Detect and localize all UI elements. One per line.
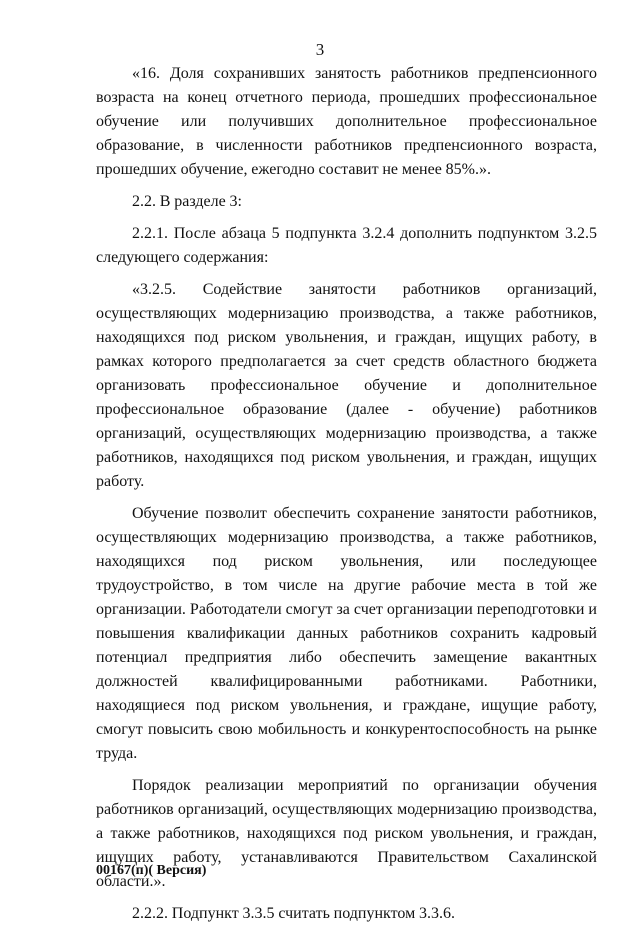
paragraph-training-benefits: Обучение позволит обеспечить сохранение занятости работников, осуществляющих модернизацию производства, а также работников, находящихся под риском увольнения, или последующее трудоустройство, в том числе на другие рабочие места в той же организации. Работодатели смогут за счет организации переподготовки и повышения квалификации данных работников сохранить кадровый потенциал предприятия либо обеспечить замещение вакантных должностей квалифицированными работниками. Работники, находящиеся под риском увольнения, и граждане, ищущие работу, смогут повысить свою мобильность и конкурентоспособность на рынке труда. (96, 505, 597, 762)
footer-document-code: 00167(п)( Версия) (96, 863, 207, 878)
paragraph-3-2-5: «3.2.5. Содействие занятости работников организаций, осуществляющих модернизацию производства, а также работников, находящихся под риском увольнения, и граждан, ищущих работу, в рамках которого предполагается за счет средств областного бюджета организовать профессиональное обучение и дополнительное профессиональное образование (далее - обучение) работников организаций, осуществляющих модернизацию производства, а также работников, находящихся под риском увольнения, и граждан, ищущих работу. (96, 281, 597, 490)
paragraph-2-2-2: 2.2.2. Подпункт 3.3.5 считать подпунктом 3.3.6. (132, 905, 455, 922)
paragraph-section-2-2: 2.2. В разделе 3: (132, 193, 242, 210)
document-body (96, 62, 597, 926)
paragraph-indicator-16: «16. Доля сохранивших занятость работников предпенсионного возраста на конец отчетного периода, прошедших профессиональное обучение или получивших дополнительное профессиональное образование, в численности работников предпенсионного возраста, прошедших обучение, ежегодно составит не менее 85%.». (96, 65, 597, 178)
paragraph-2-2-1: 2.2.1. После абзаца 5 подпункта 3.2.4 дополнить подпунктом 3.2.5 следующего содержания: (96, 225, 597, 266)
page-number: 3 (315, 40, 325, 59)
paragraph-implementation-order: Порядок реализации мероприятий по организации обучения работников организаций, осуществляющих модернизацию производства, а также работников, находящихся под риском увольнения, и граждан, ищущих работу, устанавливаются Правительством Сахалинской области.». (96, 777, 597, 890)
